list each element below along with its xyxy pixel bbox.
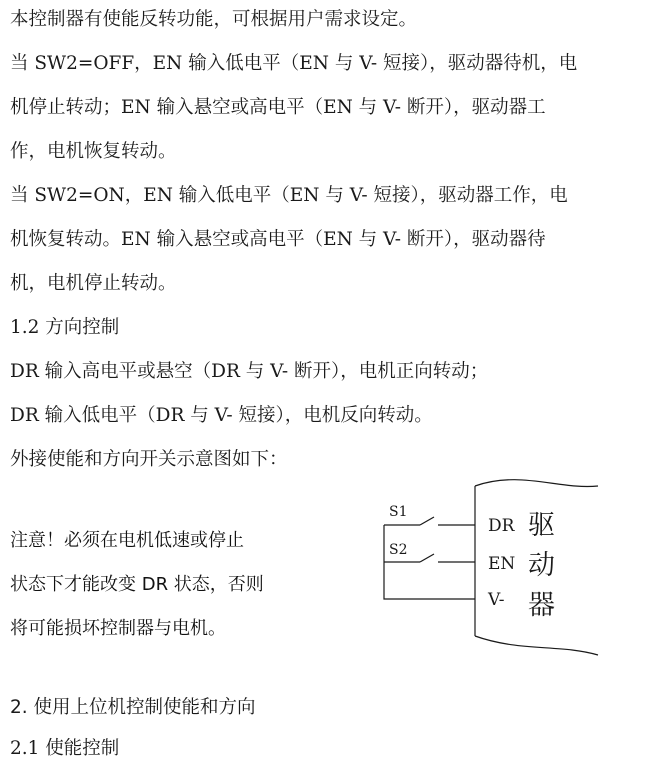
paragraph-line: 外接使能和方向开关示意图如下：	[10, 449, 288, 470]
section-subheading: 1.2 方向控制	[10, 317, 120, 338]
pin-v-label: V-	[488, 590, 505, 610]
pin-dr-label: DR	[488, 516, 515, 536]
paragraph-line: 作，电机恢复转动。	[10, 141, 177, 162]
paragraph-line: DR 输入低电平（DR 与 V- 短接），电机反向转动。	[10, 405, 433, 426]
paragraph-line: 机停止转动；EN 输入悬空或高电平（EN 与 V- 断开），驱动器工	[10, 97, 546, 118]
driver-box-outline	[475, 480, 598, 655]
paragraph-line: 机，电机停止转动。	[10, 273, 177, 294]
paragraph-line: DR 输入高电平或悬空（DR 与 V- 断开），电机正向转动；	[10, 361, 489, 382]
circuit-wires	[384, 525, 475, 599]
section-heading: 2. 使用上位机控制使能和方向	[10, 697, 256, 718]
paragraph-line: 机恢复转动。EN 输入悬空或高电平（EN 与 V- 断开），驱动器待	[10, 229, 546, 250]
pin-en-label: EN	[488, 554, 516, 574]
driver-label-char: 器	[528, 590, 555, 621]
paragraph-line: 本控制器有使能反转功能，可根据用户需求设定。	[10, 9, 418, 30]
switch-s2	[420, 554, 434, 562]
subsection-heading: 2.1 使能控制	[10, 738, 120, 759]
warning-note-line: 状态下才能改变 DR 状态，否则	[10, 574, 264, 595]
paragraph-line: 当 SW2=OFF，EN 输入低电平（EN 与 V- 短接），驱动器待机，电	[10, 53, 578, 74]
driver-label-char: 驱	[528, 510, 555, 541]
driver-label-char: 动	[528, 550, 555, 581]
warning-note-line: 注意！必须在电机低速或停止	[10, 530, 244, 551]
switch-s1	[420, 517, 434, 525]
paragraph-line: 当 SW2=ON，EN 输入低电平（EN 与 V- 短接），驱动器工作，电	[10, 185, 568, 206]
warning-note-line: 将可能损坏控制器与电机。	[10, 618, 226, 639]
switch-s2-label: S2	[389, 542, 408, 558]
switch-s1-label: S1	[389, 504, 408, 520]
